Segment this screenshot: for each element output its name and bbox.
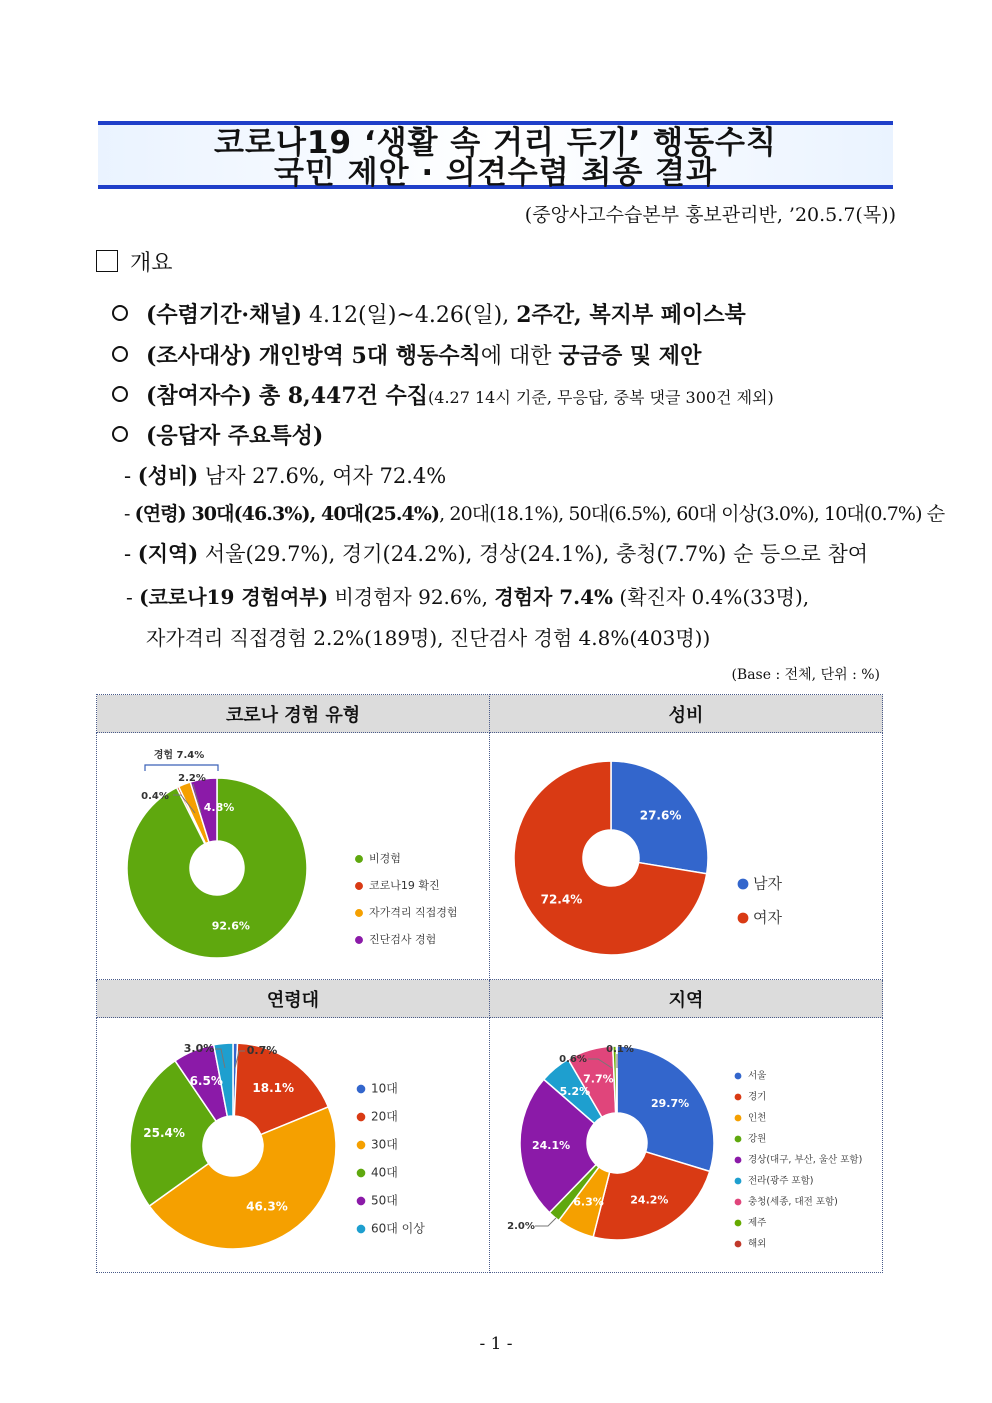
region-legend-dot-6 xyxy=(735,1199,742,1206)
chart-age-svg xyxy=(97,1018,489,1272)
bullet-period xyxy=(112,298,746,329)
bullet-tail: 에 대한 xyxy=(480,344,559,369)
bullet-target xyxy=(112,339,701,370)
bullet-label: (수렴기간·채널) xyxy=(146,302,302,328)
region-legend-label-2: 인천 xyxy=(748,1112,767,1124)
age-legend-label-2: 30대 xyxy=(371,1137,398,1152)
age-legend-label-0: 10대 xyxy=(371,1081,398,1096)
chart-header-region: 지역 xyxy=(490,980,883,1018)
region-legend-label-3: 강원 xyxy=(748,1133,767,1145)
region-data-label-1: 24.2% xyxy=(630,1193,669,1207)
age-legend-dot-4 xyxy=(357,1197,366,1206)
gender-data-label-1: 72.4% xyxy=(540,892,583,907)
age-legend-dot-5 xyxy=(357,1225,366,1234)
circle-bullet-icon xyxy=(112,305,128,321)
document-title-box xyxy=(98,121,893,189)
chart-header-covid: 코로나 경험 유형 xyxy=(97,695,490,733)
region-data-label-0: 29.7% xyxy=(650,1096,690,1110)
bullet-participants xyxy=(112,379,774,410)
checkbox-square-icon xyxy=(96,250,118,272)
age-legend-label-4: 50대 xyxy=(371,1193,398,1208)
age-legend-dot-2 xyxy=(357,1141,366,1150)
covid-legend-dot-2 xyxy=(355,909,363,917)
age-data-label-3: 25.4% xyxy=(143,1126,185,1141)
region-legend-dot-5 xyxy=(735,1178,742,1185)
region-legend-label-7: 제주 xyxy=(748,1217,767,1229)
detail-covid-line2: 자가격리 직접경험 2.2%(189명), 진단검사 경험 4.8%(403명)) xyxy=(146,626,711,650)
region-data-label-3: 2.0% xyxy=(507,1221,535,1232)
bullet-label: (응답자 주요특성) xyxy=(146,423,324,449)
detail-region: - (지역) 서울(29.7%), 경기(24.2%), 경상(24.1%), 충청(7.7%) 순 등으로 참여 xyxy=(124,541,869,566)
detail-age: - (연령) 30대(46.3%), 40대(25.4%), 20대(18.1%), 50대(6.5%), 60대 이상(3.0%), 10대(0.7%) 순 xyxy=(124,503,945,525)
detail-covid: - (코로나19 경험여부) 비경험자 92.6%, 경험자 7.4% (확진자 0.4%(33명), xyxy=(126,585,810,609)
detail-label: (코로나19 경험여부) xyxy=(139,585,329,609)
detail-label: (성비) xyxy=(137,463,199,488)
region-legend-dot-1 xyxy=(735,1094,742,1101)
detail-tail: (확진자 0.4%(33명), xyxy=(613,585,810,609)
region-legend-label-4: 경상(대구, 부산, 울산 포함) xyxy=(748,1154,863,1166)
age-legend-dot-1 xyxy=(357,1113,366,1122)
region-data-label-7: 0.6% xyxy=(559,1054,587,1065)
gender-legend-dot-1 xyxy=(738,913,749,924)
age-data-label-2: 46.3% xyxy=(246,1199,288,1214)
covid-data-label-1: 0.4% xyxy=(141,791,169,802)
source-note: (중앙사고수습본부 홍보관리반, ’20.5.7(목)) xyxy=(524,204,896,226)
age-legend-label-1: 20대 xyxy=(371,1109,398,1124)
gender-legend-label-0: 남자 xyxy=(753,874,782,893)
region-data-label-8: 0.1% xyxy=(606,1044,634,1055)
covid-legend-label-3: 진단검사 경험 xyxy=(369,933,437,946)
covid-legend-label-1: 코로나19 확진 xyxy=(369,879,440,892)
covid-legend-dot-1 xyxy=(355,882,363,890)
covid-legend-dot-0 xyxy=(355,855,363,863)
chart-cell-gender xyxy=(490,733,883,980)
circle-bullet-icon xyxy=(112,386,128,402)
detail-label: (지역) xyxy=(137,541,199,566)
bullet-note: (4.27 14시 기준, 무응답, 중복 댓글 300건 제외) xyxy=(428,388,774,407)
age-data-label-5: 3.0% xyxy=(183,1042,215,1055)
bullet-label: (참여자수) xyxy=(146,383,252,409)
title-line-2: 국민 제안 · 의견수렴 최종 결과 xyxy=(273,155,718,191)
chart-header-gender: 성비 xyxy=(490,695,883,733)
covid-annotation-label: 경험 7.4% xyxy=(153,750,205,761)
bullet-text xyxy=(252,384,259,409)
age-legend-label-3: 40대 xyxy=(371,1165,398,1180)
region-legend-dot-2 xyxy=(735,1115,742,1122)
detail-text: 비경험자 92.6%, xyxy=(328,585,495,609)
age-data-label-0: 0.7% xyxy=(246,1044,278,1057)
region-legend-dot-3 xyxy=(735,1136,742,1143)
age-data-label-4: 6.5% xyxy=(189,1073,223,1088)
bullet-bold-2: 궁금증 및 제안 xyxy=(558,343,702,369)
circle-bullet-icon xyxy=(112,426,128,442)
gender-legend-dot-0 xyxy=(738,879,749,890)
detail-label: (연령) xyxy=(134,503,186,525)
charts-table xyxy=(96,694,883,1273)
chart-region-svg xyxy=(490,1018,884,1272)
region-legend-label-6: 충청(세종, 대전 포함) xyxy=(748,1196,838,1208)
gender-legend-label-1: 여자 xyxy=(753,908,782,927)
age-legend-dot-0 xyxy=(357,1085,366,1094)
covid-legend-label-0: 비경험 xyxy=(369,852,401,865)
chart-gender-svg xyxy=(490,733,884,979)
region-legend-dot-8 xyxy=(735,1241,742,1248)
region-data-label-2: 6.3% xyxy=(573,1195,604,1209)
page-number: - 1 - xyxy=(479,1334,513,1354)
region-legend-dot-4 xyxy=(735,1157,742,1164)
section-heading xyxy=(96,246,173,277)
detail-bold: 30대(46.3%), 40대(25.4%) xyxy=(185,503,440,525)
section-heading-text: 개요 xyxy=(130,251,173,276)
bullet-bold: 2주간, 복지부 페이스북 xyxy=(516,302,746,328)
region-legend-label-5: 전라(광주 포함) xyxy=(748,1175,814,1187)
age-legend-dot-3 xyxy=(357,1169,366,1178)
age-legend-label-5: 60대 이상 xyxy=(371,1221,425,1236)
bullet-characteristics xyxy=(112,419,323,450)
detail-text: , 20대(18.1%), 50대(6.5%), 60대 이상(3.0%), 10대(0.7%) 순 xyxy=(439,503,945,525)
bullet-text xyxy=(252,344,259,369)
base-note: (Base : 전체, 단위 : %) xyxy=(731,667,880,683)
covid-data-label-0: 92.6% xyxy=(211,919,250,933)
gender-data-label-0: 27.6% xyxy=(639,808,682,823)
region-legend-dot-7 xyxy=(735,1220,742,1227)
bullet-bold: 개인방역 5대 행동수칙 xyxy=(258,343,481,369)
region-legend-label-8: 해외 xyxy=(748,1238,767,1250)
detail-text: 서울(29.7%), 경기(24.2%), 경상(24.1%), 충청(7.7%) 순 등으로 참여 xyxy=(198,542,869,566)
region-data-label-4: 24.1% xyxy=(531,1138,571,1152)
detail-gender: - (성비) 남자 27.6%, 여자 72.4% xyxy=(124,463,447,488)
bullet-bold: 총 8,447건 수집 xyxy=(258,383,429,409)
title-line-1: 코로나19 ‘생활 속 거리 두기’ 행동수칙 xyxy=(214,125,777,161)
detail-bold: 경험자 7.4% xyxy=(494,585,614,609)
region-legend-label-1: 경기 xyxy=(748,1091,767,1103)
chart-cell-region xyxy=(490,1018,883,1273)
chart-header-age: 연령대 xyxy=(97,980,490,1018)
covid-legend-dot-3 xyxy=(355,936,363,944)
covid-annotation-bracket xyxy=(145,765,218,771)
covid-legend-label-2: 자가격리 직접경험 xyxy=(369,906,458,919)
chart-cell-covid xyxy=(97,733,490,980)
chart-covid-svg xyxy=(97,733,489,979)
bullet-label: (조사대상) xyxy=(146,343,252,369)
region-data-label-6: 7.7% xyxy=(583,1072,614,1086)
covid-data-label-2: 2.2% xyxy=(178,773,206,784)
region-legend-label-0: 서울 xyxy=(748,1070,767,1082)
region-data-label-5: 5.2% xyxy=(559,1085,591,1099)
detail-text: 남자 27.6%, 여자 72.4% xyxy=(198,464,447,488)
circle-bullet-icon xyxy=(112,346,128,362)
bullet-text: 4.12(일)~4.26(일), xyxy=(302,303,517,328)
covid-data-label-3: 4.8% xyxy=(203,801,235,814)
age-data-label-1: 18.1% xyxy=(252,1081,295,1096)
region-legend-dot-0 xyxy=(735,1073,742,1080)
chart-cell-age xyxy=(97,1018,490,1273)
region-leader-line-3 xyxy=(535,1218,556,1226)
